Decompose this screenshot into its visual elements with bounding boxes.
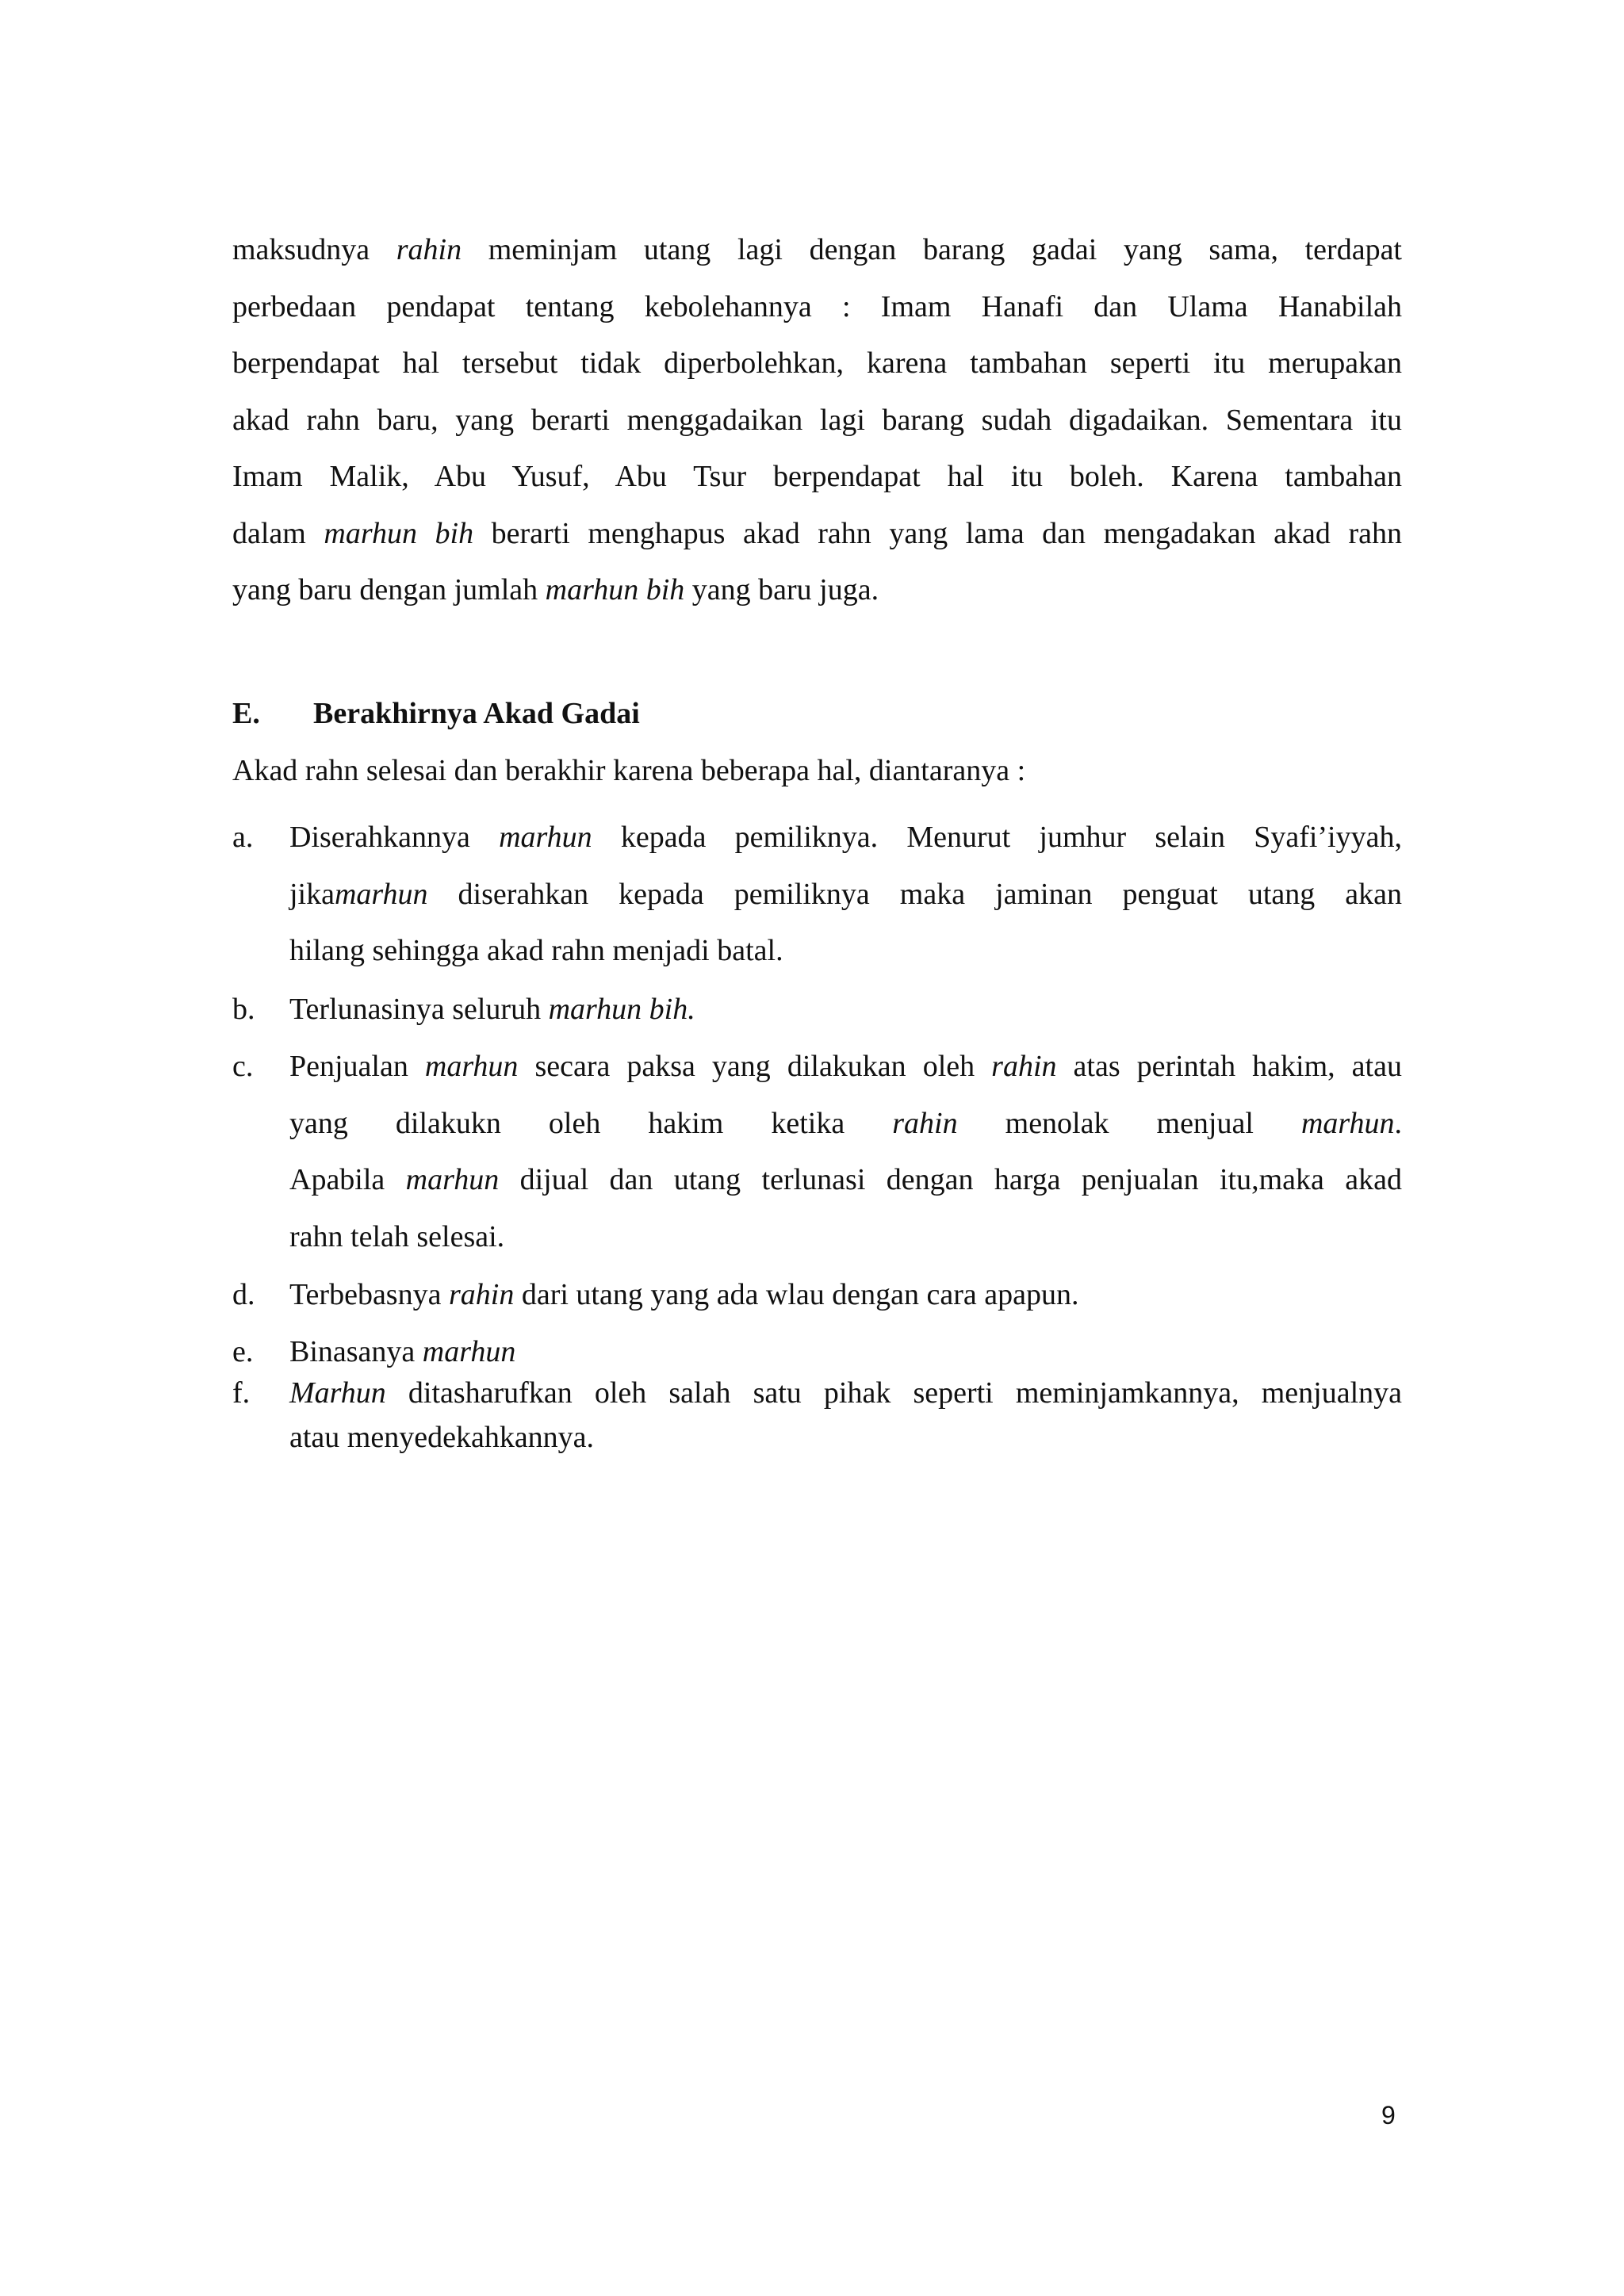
list-item-line (289, 923, 1402, 980)
text-segment: yang baru dengan jumlah (232, 573, 546, 607)
text-segment: ditasharufkan oleh salah satu pihak seperti meminjamkannya, menjualnya (385, 1376, 1402, 1410)
list-marker: b. (232, 993, 255, 1026)
italic-term: marhun bih (545, 573, 685, 607)
paragraph-line (232, 506, 1402, 563)
list-item-line (289, 982, 1402, 1039)
text-segment: atas perintah hakim, atau (1056, 1050, 1402, 1083)
text-segment: dari utang yang ada wlau dengan cara apapun. (514, 1278, 1079, 1311)
list-item-line (289, 809, 1402, 867)
text-segment: Binasanya (289, 1335, 423, 1368)
list-item-text (289, 1267, 1402, 1324)
italic-term: marhun bih. (548, 993, 695, 1026)
text-segment: menolak menjual (957, 1106, 1301, 1140)
text-segment: atau menyedekahkannya. (289, 1421, 595, 1454)
text-segment: dijual dan utang terlunasi dengan harga penjualan itu,maka akad (499, 1163, 1402, 1196)
list-item-line (289, 1415, 1402, 1460)
text-segment: rahn telah selesai. (289, 1219, 505, 1253)
list-item-line (289, 1267, 1402, 1324)
list-item-line (289, 867, 1402, 924)
paragraph-line (232, 449, 1402, 506)
text-segment: Diserahkannya (289, 821, 500, 854)
text-segment: Terbebasnya (289, 1278, 449, 1311)
italic-term: Marhun (289, 1376, 386, 1410)
paragraph-line (232, 222, 1402, 279)
italic-term: marhun (499, 821, 592, 854)
paragraph-line (232, 392, 1402, 450)
list-item-text (289, 1371, 1402, 1460)
italic-term: rahin (991, 1050, 1057, 1083)
list-marker: f. (232, 1376, 251, 1410)
paragraph-line (232, 279, 1402, 336)
text-segment: yang baru juga. (684, 573, 879, 607)
paragraph-line (232, 335, 1402, 392)
list-item-text (289, 982, 1402, 1039)
text-segment: Penjualan (289, 1050, 425, 1083)
italic-term: marhun (405, 1163, 500, 1196)
text-segment: hilang sehingga akad rahn menjadi batal. (289, 934, 783, 967)
text-segment: akad rahn baru, yang berarti menggadaikan lagi barang sudah digadaikan. Sementara itu (232, 403, 1402, 437)
list-item-line (289, 1096, 1402, 1153)
list-item-line (289, 1371, 1402, 1415)
italic-term: marhun (1300, 1106, 1395, 1140)
text-segment: meminjam utang lagi dengan barang gadai yang sama, terdapat (462, 233, 1402, 266)
list-item-text (289, 809, 1402, 980)
italic-term: rahin (892, 1106, 958, 1140)
list-item-text (289, 1039, 1402, 1265)
text-segment: dalam (232, 516, 324, 550)
page-number: 9 (1381, 2101, 1396, 2130)
text-segment: kepada pemiliknya. Menurut jumhur selain Syafi’iyyah, (592, 821, 1402, 854)
italic-term: marhun (424, 1050, 519, 1083)
text-segment: diserahkan kepada pemiliknya maka jaminan penguat utang akan (427, 877, 1402, 911)
text-segment: perbedaan pendapat tentang kebolehannya : Imam Hanafi dan Ulama Hanabilah (232, 289, 1402, 323)
section-intro: Akad rahn selesai dan berakhir karena beberapa hal, diantaranya : (232, 754, 1026, 787)
list-item-line (289, 1152, 1402, 1209)
text-segment: yang dilakukn oleh hakim ketika (289, 1106, 893, 1140)
italic-term: rahin (448, 1278, 515, 1311)
text-segment: secara paksa yang dilakukan oleh (518, 1050, 992, 1083)
section-title: Berakhirnya Akad Gadai (313, 697, 640, 730)
italic-term: rahin (396, 233, 462, 266)
section-heading (232, 696, 640, 731)
italic-term: marhun bih (324, 516, 474, 550)
section-number: E. (232, 697, 260, 730)
text-segment: berarti menghapus akad rahn yang lama dan mengadakan akad rahn (473, 516, 1402, 550)
list-item-line (289, 1209, 1402, 1266)
text-segment: maksudnya (232, 233, 396, 266)
text-segment: Imam Malik, Abu Yusuf, Abu Tsur berpendapat hal itu boleh. Karena tambahan (232, 460, 1402, 493)
text-segment: berpendapat hal tersebut tidak diperbolehkan, karena tambahan seperti itu merupakan (232, 346, 1402, 380)
italic-term: marhun (334, 877, 428, 911)
italic-term: marhun (422, 1335, 516, 1368)
list-item-line (289, 1039, 1402, 1096)
paragraph-line (232, 562, 1402, 619)
list-marker: a. (232, 821, 254, 854)
body-paragraph (232, 222, 1402, 619)
list-marker: e. (232, 1335, 254, 1368)
list-marker: d. (232, 1278, 255, 1311)
list-marker: c. (232, 1050, 254, 1083)
text-segment: jika (289, 877, 335, 911)
text-segment: Apabila (289, 1163, 406, 1196)
text-segment: Terlunasinya seluruh (289, 993, 549, 1026)
text-segment: . (1394, 1106, 1402, 1140)
